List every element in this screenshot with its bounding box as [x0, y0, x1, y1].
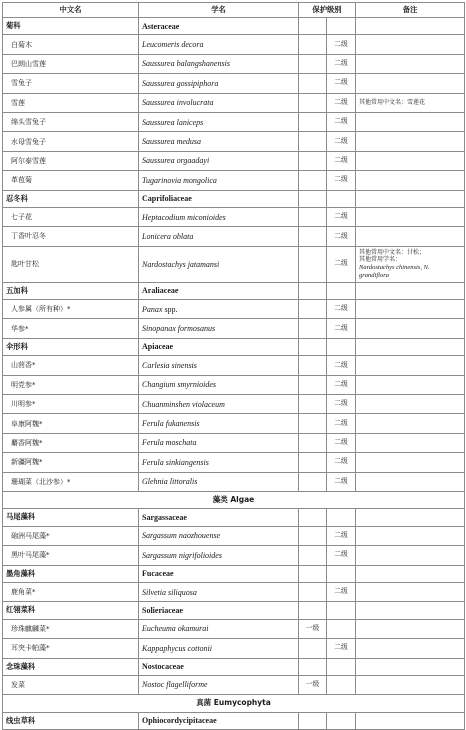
remarks-cell [356, 190, 465, 207]
level-two-cell: 二级 [327, 453, 356, 472]
family-row [3, 282, 465, 299]
level-two-cell [327, 602, 356, 619]
species-scientific-name [139, 546, 299, 565]
scientific-name-text: Sinopanax formosanus [142, 324, 216, 334]
level-two-cell [327, 282, 356, 299]
family-scientific-name: Araliaceae [139, 282, 299, 299]
species-chinese-name: 巴朗山雪莲 [3, 54, 139, 73]
level-one-cell [299, 282, 327, 299]
species-chinese-name: 黑叶马尾藻* [3, 546, 139, 565]
level-one-cell [299, 132, 327, 151]
family-row [3, 712, 465, 729]
species-scientific-name [139, 453, 299, 472]
remarks-cell [356, 602, 465, 619]
scientific-name-text: Heptacodium miconioides [142, 212, 226, 222]
level-one-cell [299, 414, 327, 433]
remarks-cell [356, 565, 465, 582]
scientific-name-text: Sargassum naozhouense [142, 531, 221, 541]
species-chinese-name: 白菊木 [3, 35, 139, 54]
species-row [3, 526, 465, 545]
level-one-cell [299, 171, 327, 190]
remarks-cell [356, 338, 465, 355]
level-two-cell [327, 712, 356, 729]
family-row [3, 190, 465, 207]
species-row [3, 246, 465, 282]
group-heading: 真菌 Eumycophyta [3, 695, 465, 712]
level-one-cell [299, 338, 327, 355]
protected-species-table [2, 2, 465, 730]
species-scientific-name [139, 675, 299, 694]
species-scientific-name [139, 227, 299, 246]
remarks-cell [356, 472, 465, 491]
level-one-cell [299, 472, 327, 491]
level-one-cell [299, 395, 327, 414]
group-row [3, 491, 465, 508]
family-chinese-name: 菊科 [3, 18, 139, 35]
table-body [3, 18, 465, 730]
level-one-cell [299, 35, 327, 54]
species-scientific-name [139, 582, 299, 601]
species-chinese-name: 革苞菊 [3, 171, 139, 190]
species-scientific-name [139, 35, 299, 54]
level-one-cell [299, 433, 327, 452]
remarks-cell [356, 282, 465, 299]
level-two-cell: 二级 [327, 639, 356, 658]
level-one-cell [299, 356, 327, 375]
species-chinese-name: 发菜 [3, 675, 139, 694]
remarks-line: Nardostachys chinensis, N. grandiflora [359, 263, 430, 279]
scientific-name-text: Ferula moschata [142, 438, 197, 448]
remarks-cell [356, 675, 465, 694]
remarks-cell: 其他常用中文名：雪莲花 [356, 93, 465, 112]
remarks-cell [356, 300, 465, 319]
remarks-cell [356, 395, 465, 414]
species-row [3, 35, 465, 54]
level-two-cell: 二级 [327, 546, 356, 565]
remarks-cell [356, 658, 465, 675]
remarks-cell [356, 54, 465, 73]
remarks-cell [356, 227, 465, 246]
species-scientific-name [139, 93, 299, 112]
group-heading: 藻类 Algae [3, 491, 465, 508]
family-row [3, 18, 465, 35]
level-two-cell [327, 565, 356, 582]
family-chinese-name: 五加科 [3, 282, 139, 299]
level-two-cell [327, 190, 356, 207]
species-scientific-name [139, 207, 299, 226]
remarks-cell [356, 619, 465, 638]
species-row [3, 300, 465, 319]
family-scientific-name: Nostocaceae [139, 658, 299, 675]
scientific-name-text: Kappaphycus cottonii [142, 643, 212, 653]
species-chinese-name: 珊瑚菜（北沙参）* [3, 472, 139, 491]
species-chinese-name: 雪莲 [3, 93, 139, 112]
scientific-name-text: Saussurea medusa [142, 136, 202, 146]
family-row [3, 565, 465, 582]
group-row [3, 695, 465, 712]
species-row [3, 619, 465, 638]
species-row [3, 453, 465, 472]
species-row [3, 433, 465, 452]
header-chinese-name: 中文名 [3, 3, 139, 18]
header-remarks: 备注 [356, 3, 465, 18]
level-two-cell [327, 675, 356, 694]
remarks-cell [356, 356, 465, 375]
species-row [3, 472, 465, 491]
species-chinese-name: 山茴香* [3, 356, 139, 375]
species-chinese-name: 明党参* [3, 375, 139, 394]
species-chinese-name: 人参属（所有种）* [3, 300, 139, 319]
species-row [3, 375, 465, 394]
level-two-cell [327, 619, 356, 638]
species-row [3, 546, 465, 565]
level-one-cell [299, 54, 327, 73]
level-two-cell: 二级 [327, 35, 356, 54]
species-chinese-name: 鹿角菜* [3, 582, 139, 601]
remarks-cell [356, 18, 465, 35]
level-one-cell [299, 565, 327, 582]
species-chinese-name: 阜康阿魏* [3, 414, 139, 433]
scientific-name-text: Saussurea gossipiphora [142, 78, 219, 88]
species-scientific-name [139, 395, 299, 414]
header-protection-level: 保护级别 [299, 3, 356, 18]
species-chinese-name: 硇洲马尾藻* [3, 526, 139, 545]
species-row [3, 675, 465, 694]
level-one-cell [299, 190, 327, 207]
scientific-name-text: Saussurea orgaadayi [142, 156, 210, 166]
remarks-cell [356, 639, 465, 658]
level-two-cell: 二级 [327, 74, 356, 93]
scientific-name-text: Lonicera oblata [142, 231, 194, 241]
scientific-name-text: Saussurea laniceps [142, 117, 204, 127]
level-one-cell [299, 582, 327, 601]
species-row [3, 112, 465, 131]
level-two-cell [327, 338, 356, 355]
family-scientific-name: Asteraceae [139, 18, 299, 35]
species-row [3, 207, 465, 226]
level-two-cell: 二级 [327, 375, 356, 394]
header-scientific-name: 学名 [139, 3, 299, 18]
remarks-cell [356, 526, 465, 545]
level-two-cell: 二级 [327, 54, 356, 73]
scientific-name-text: Saussurea balangshanensis [142, 59, 230, 69]
remarks-cell [356, 453, 465, 472]
remarks-cell [356, 35, 465, 54]
remarks-line: 其他常用学名： [359, 256, 402, 264]
scientific-name-text: Ferula fukanensis [142, 419, 200, 429]
level-one-cell [299, 453, 327, 472]
species-scientific-name [139, 151, 299, 170]
species-row [3, 414, 465, 433]
remarks-cell [356, 112, 465, 131]
family-row [3, 658, 465, 675]
remarks-cell [356, 546, 465, 565]
family-scientific-name: Caprifoliaceae [139, 190, 299, 207]
level-two-cell: 二级 [327, 171, 356, 190]
species-scientific-name [139, 433, 299, 452]
species-chinese-name: 七子花 [3, 207, 139, 226]
level-two-cell [327, 658, 356, 675]
level-one-cell [299, 151, 327, 170]
level-one-cell [299, 509, 327, 526]
species-chinese-name: 水母雪兔子 [3, 132, 139, 151]
level-two-cell: 二级 [327, 246, 356, 282]
level-one-cell [299, 375, 327, 394]
remarks-cell [356, 132, 465, 151]
family-scientific-name: Fucaceae [139, 565, 299, 582]
level-two-cell: 二级 [327, 300, 356, 319]
species-scientific-name [139, 112, 299, 131]
scientific-name-text: Tugarinovia mongolica [142, 175, 217, 185]
species-scientific-name [139, 171, 299, 190]
scientific-name-text: Nostoc flagelliforme [142, 680, 208, 690]
scientific-name-suffix: spp. [162, 304, 178, 314]
family-row [3, 602, 465, 619]
species-row [3, 151, 465, 170]
scientific-name-text: Nardostachys jatamansi [142, 259, 220, 269]
level-one-cell [299, 246, 327, 282]
family-chinese-name: 红翎菜科 [3, 602, 139, 619]
species-row [3, 319, 465, 338]
level-one-cell [299, 207, 327, 226]
level-one-cell [299, 227, 327, 246]
species-scientific-name [139, 132, 299, 151]
level-two-cell: 二级 [327, 395, 356, 414]
level-two-cell: 二级 [327, 356, 356, 375]
species-scientific-name [139, 54, 299, 73]
level-two-cell [327, 509, 356, 526]
scientific-name-text: Changium smyrnioides [142, 380, 216, 390]
species-scientific-name [139, 619, 299, 638]
species-scientific-name [139, 300, 299, 319]
remarks-cell [356, 582, 465, 601]
family-chinese-name: 马尾藻科 [3, 509, 139, 526]
level-two-cell: 二级 [327, 207, 356, 226]
species-row [3, 132, 465, 151]
level-one-cell [299, 93, 327, 112]
level-one-cell [299, 526, 327, 545]
level-one-cell: 一级 [299, 675, 327, 694]
family-chinese-name: 念珠藻科 [3, 658, 139, 675]
family-chinese-name: 忍冬科 [3, 190, 139, 207]
family-chinese-name: 墨角藻科 [3, 565, 139, 582]
species-chinese-name: 雪兔子 [3, 74, 139, 93]
level-one-cell [299, 712, 327, 729]
species-scientific-name [139, 472, 299, 491]
level-one-cell [299, 18, 327, 35]
remarks-line: 其他常用中文名：甘松； [359, 248, 426, 256]
species-scientific-name [139, 246, 299, 282]
species-scientific-name [139, 356, 299, 375]
species-scientific-name [139, 319, 299, 338]
level-two-cell: 二级 [327, 112, 356, 131]
species-row [3, 93, 465, 112]
level-two-cell [327, 18, 356, 35]
species-row [3, 227, 465, 246]
level-two-cell: 二级 [327, 319, 356, 338]
family-scientific-name: Solieriaceae [139, 602, 299, 619]
species-chinese-name: 匙叶甘松 [3, 246, 139, 282]
family-chinese-name: 线虫草科 [3, 712, 139, 729]
species-scientific-name [139, 414, 299, 433]
species-scientific-name [139, 526, 299, 545]
level-two-cell: 二级 [327, 151, 356, 170]
remarks-cell [356, 712, 465, 729]
remarks-cell [356, 207, 465, 226]
species-scientific-name [139, 375, 299, 394]
level-two-cell: 二级 [327, 526, 356, 545]
species-chinese-name: 绵头雪兔子 [3, 112, 139, 131]
species-row [3, 171, 465, 190]
species-chinese-name: 丁香叶忍冬 [3, 227, 139, 246]
level-one-cell: 一级 [299, 619, 327, 638]
scientific-name-text: Saussurea involucrata [142, 98, 214, 108]
species-scientific-name [139, 74, 299, 93]
remarks-cell [356, 375, 465, 394]
species-row [3, 54, 465, 73]
remarks-cell [356, 319, 465, 338]
level-one-cell [299, 639, 327, 658]
level-one-cell [299, 658, 327, 675]
family-row [3, 509, 465, 526]
level-one-cell [299, 74, 327, 93]
species-row [3, 356, 465, 375]
level-two-cell: 二级 [327, 582, 356, 601]
remarks-cell [356, 171, 465, 190]
species-row [3, 639, 465, 658]
family-scientific-name: Ophiocordycipitaceae [139, 712, 299, 729]
level-one-cell [299, 300, 327, 319]
scientific-name-text: Sargassum nigrifolioides [142, 550, 222, 560]
species-row [3, 582, 465, 601]
species-chinese-name: 麝香阿魏* [3, 433, 139, 452]
scientific-name-text: Glehnia littoralis [142, 477, 198, 487]
species-row [3, 395, 465, 414]
scientific-name-text: Silvetia siliquosa [142, 587, 197, 597]
species-chinese-name: 川明参* [3, 395, 139, 414]
species-scientific-name [139, 639, 299, 658]
scientific-name-text: Leucomeris decora [142, 39, 204, 49]
level-two-cell: 二级 [327, 472, 356, 491]
scientific-name-text: Eucheuma okamurai [142, 624, 209, 634]
level-two-cell: 二级 [327, 227, 356, 246]
level-two-cell: 二级 [327, 93, 356, 112]
family-scientific-name: Apiaceae [139, 338, 299, 355]
family-chinese-name: 伞形科 [3, 338, 139, 355]
species-chinese-name: 华参* [3, 319, 139, 338]
level-two-cell: 二级 [327, 414, 356, 433]
level-two-cell: 二级 [327, 433, 356, 452]
level-two-cell: 二级 [327, 132, 356, 151]
remarks-cell [356, 433, 465, 452]
species-chinese-name: 阿尔泰雪莲 [3, 151, 139, 170]
level-one-cell [299, 546, 327, 565]
table-header-row [3, 3, 465, 18]
species-chinese-name: 耳突卡帕藻* [3, 639, 139, 658]
scientific-name-text: Carlesia sinensis [142, 360, 197, 370]
remarks-cell [356, 246, 465, 282]
species-row [3, 74, 465, 93]
family-row [3, 338, 465, 355]
remarks-cell [356, 151, 465, 170]
family-scientific-name: Sargassaceae [139, 509, 299, 526]
level-one-cell [299, 602, 327, 619]
remarks-cell [356, 74, 465, 93]
species-chinese-name: 珍珠麒麟菜* [3, 619, 139, 638]
scientific-name-text: Panax [142, 304, 163, 314]
scientific-name-text: Chuanminshen violaceum [142, 399, 225, 409]
level-one-cell [299, 112, 327, 131]
species-chinese-name: 新疆阿魏* [3, 453, 139, 472]
scientific-name-text: Ferula sinkiangensis [142, 457, 209, 467]
level-one-cell [299, 319, 327, 338]
remarks-cell [356, 509, 465, 526]
remarks-cell [356, 414, 465, 433]
